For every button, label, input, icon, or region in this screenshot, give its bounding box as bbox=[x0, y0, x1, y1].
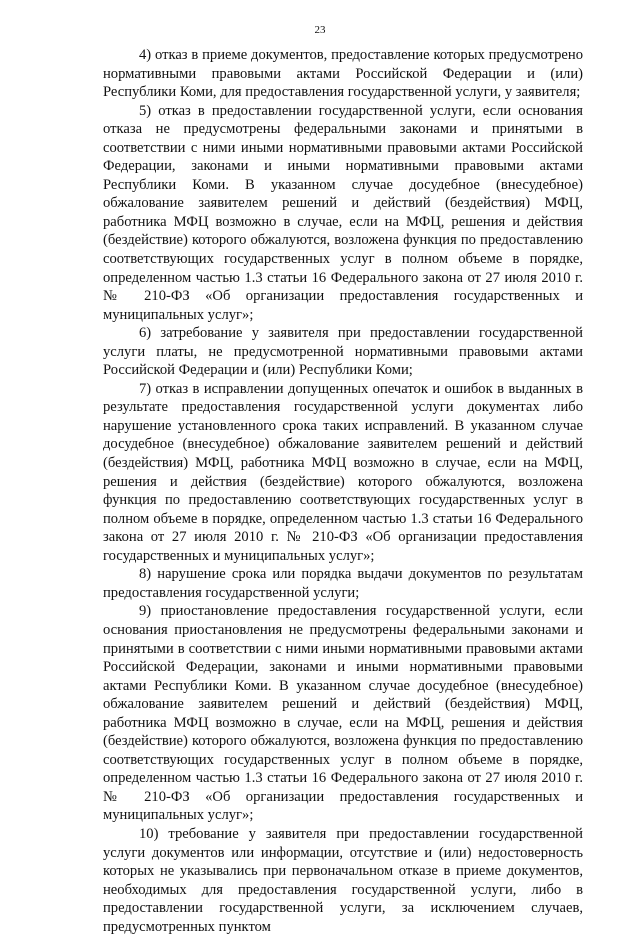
paragraph-item-7: 7) отказ в исправлении допущенных опечаток и ошибок в выданных в результате предоставления государственной услуги документах либо нарушение установленного срока таких исправлений. В указанном случае досудебное (внесудебное) обжалование заявителем решений и действий (бездействия) МФЦ, работника МФЦ возможно в случае, если на МФЦ, решения и действия (бездействие) которого обжалуются, возложена функция по предоставлению соответствующих государственных услуг в полном объеме в порядке, определенном частью 1.3 статьи 16 Федерального закона от 27 июля 2010 г. № 210-ФЗ «Об организации предоставления государственных и муниципальных услуг»; bbox=[103, 380, 583, 564]
page-number: 23 bbox=[314, 24, 326, 36]
document-body bbox=[103, 46, 583, 936]
paragraph-item-10: 10) требование у заявителя при предоставлении государственной услуги документов или информации, отсутствие и (или) недостоверность которых не указывались при первоначальном отказе в приеме документов, необходимых для предоставления государственной услуги, либо в предоставлении государственной услуги, за исключением случаев, предусмотренных пунктом bbox=[103, 825, 583, 935]
paragraph-item-4: 4) отказ в приеме документов, предоставление которых предусмотрено нормативными правовыми актами Российской Федерации и (или) Республики Коми, для предоставления государственной услуги, у заявителя; bbox=[103, 47, 583, 101]
paragraph-item-5: 5) отказ в предоставлении государственной услуги, если основания отказа не предусмотрены федеральными законами и принятыми в соответствии с ними иными нормативными правовыми актами Российской Федерации, законами и иными нормативными правовыми актами Республики Коми. В указанном случае досудебное (внесудебное) обжалование заявителем решений и действий (бездействия) МФЦ, работника МФЦ возможно в случае, если на МФЦ, решения и действия (бездействие) которого обжалуются, возложена функция по предоставлению соответствующих государственных услуг в полном объеме в порядке, определенном частью 1.3 статьи 16 Федерального закона от 27 июля 2010 г. № 210-ФЗ «Об организации предоставления государственных и муниципальных услуг»; bbox=[103, 102, 583, 323]
paragraph-item-9: 9) приостановление предоставления государственной услуги, если основания приостановления не предусмотрены федеральными законами и принятыми в соответствии с ними иными нормативными правовыми актами Российской Федерации, законами и иными нормативными правовыми актами Республики Коми. В указанном случае досудебное (внесудебное) обжалование заявителем решений и действий (бездействия) МФЦ, работника МФЦ возможно в случае, если на МФЦ, решения и действия (бездействие) которого обжалуются, возложена функция по предоставлению соответствующих государственных услуг в полном объеме в порядке, определенном частью 1.3 статьи 16 Федерального закона от 27 июля 2010 г. № 210-ФЗ «Об организации предоставления государственных и муниципальных услуг»; bbox=[103, 603, 583, 824]
paragraph-item-8: 8) нарушение срока или порядка выдачи документов по результатам предоставления государственной услуги; bbox=[103, 566, 583, 601]
paragraph-item-6: 6) затребование у заявителя при предоставлении государственной услуги платы, не предусмотренной нормативными правовыми актами Российской Федерации и (или) Республики Коми; bbox=[103, 325, 583, 379]
